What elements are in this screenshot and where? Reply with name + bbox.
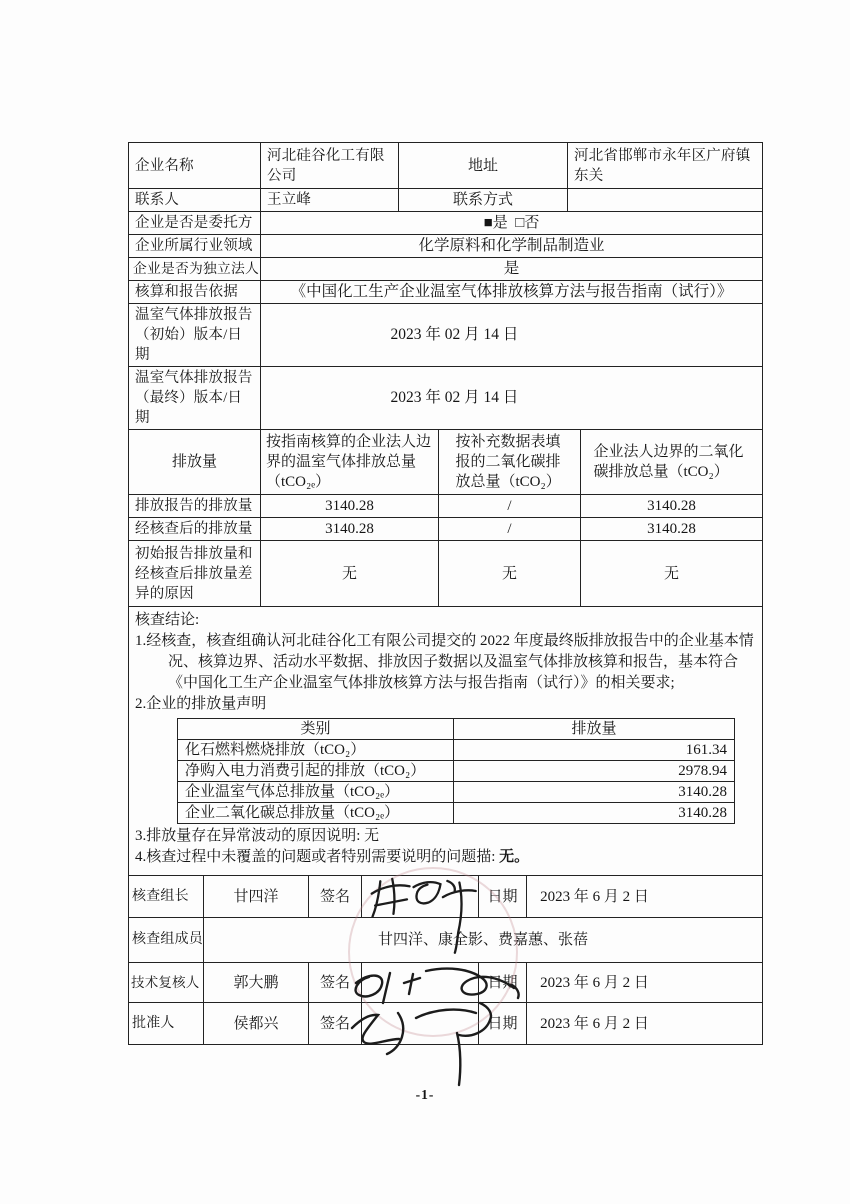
statement-amount: 2978.94 xyxy=(454,761,735,782)
conclusion-item3: 3.排放量存在异常波动的原因说明: 无 xyxy=(135,828,380,844)
reported-emissions-v2: / xyxy=(439,495,581,518)
difference-reason-label: 初始报告排放量和经核查后排放量差异的原因 xyxy=(129,541,261,607)
team-leader-signature-cell xyxy=(362,876,479,918)
approver-signature-cell xyxy=(362,1003,479,1045)
table-row xyxy=(129,235,763,258)
page-number: -1- xyxy=(415,1087,435,1102)
statement-category: 净购入电力消费引起的排放（tCO₂） xyxy=(178,761,454,782)
signature-label: 签名 xyxy=(309,1003,362,1045)
is-client-yes-label: 是 xyxy=(492,215,508,231)
emissions-header-guideline: 按指南核算的企业法人边界的温室气体排放总量（tCO₂ₑ） xyxy=(261,430,439,495)
reporting-basis-label: 核算和报告依据 xyxy=(129,281,261,304)
difference-reason-v3: 无 xyxy=(581,541,763,607)
checkbox-checked-icon: ■ xyxy=(483,215,493,231)
approver-date: 2023 年 6 月 2 日 xyxy=(527,1003,763,1045)
difference-reason-v2: 无 xyxy=(439,541,581,607)
contact-method-value xyxy=(568,189,763,212)
team-leader-label: 核查组长 xyxy=(129,876,204,918)
team-leader-name: 甘四洋 xyxy=(204,876,309,918)
signoff-table xyxy=(128,875,763,1045)
conclusion-title: 核查结论: xyxy=(135,612,200,628)
statement-amount: 161.34 xyxy=(454,740,735,761)
statement-category-header: 类别 xyxy=(178,719,454,740)
emissions-header-label: 排放量 xyxy=(129,430,261,495)
table-row xyxy=(129,367,763,430)
company-name-value: 河北硅谷化工有限公司 xyxy=(261,143,399,189)
verified-emissions-v1: 3140.28 xyxy=(261,518,439,541)
is-client-value xyxy=(261,212,763,235)
table-row xyxy=(129,212,763,235)
table-row xyxy=(129,918,763,963)
date-label: 日期 xyxy=(479,876,527,918)
conclusion-table xyxy=(128,606,763,876)
approver-label: 批准人 xyxy=(129,1003,204,1045)
table-row xyxy=(129,281,763,304)
emission-statement-table xyxy=(177,718,735,824)
conclusion-item2-title: 2.企业的排放量声明 xyxy=(135,696,267,712)
verified-emissions-v3: 3140.28 xyxy=(581,518,763,541)
verified-emissions-label: 经核查后的排放量 xyxy=(129,518,261,541)
emissions-header-boundary: 企业法人边界的二氧化碳排放总量（tCO₂） xyxy=(581,430,763,495)
signature-label: 签名 xyxy=(309,963,362,1003)
tech-reviewer-date: 2023 年 6 月 2 日 xyxy=(527,963,763,1003)
reported-emissions-v3: 3140.28 xyxy=(581,495,763,518)
emissions-header-row xyxy=(129,430,763,495)
contact-person-label: 联系人 xyxy=(129,189,261,212)
table-row xyxy=(129,607,763,876)
conclusion-cell xyxy=(129,607,763,876)
statement-category: 企业二氧化碳总排放量（tCO₂ₑ） xyxy=(178,803,454,824)
reported-emissions-label: 排放报告的排放量 xyxy=(129,495,261,518)
signature-label: 签名 xyxy=(309,876,362,918)
table-row xyxy=(129,495,763,518)
team-members-value: 甘四洋、康全影、费嘉蕙、张蓓 xyxy=(204,918,763,963)
team-leader-date: 2023 年 6 月 2 日 xyxy=(527,876,763,918)
date-label: 日期 xyxy=(479,963,527,1003)
statement-amount-header: 排放量 xyxy=(454,719,735,740)
statement-row xyxy=(178,761,735,782)
statement-amount: 3140.28 xyxy=(454,803,735,824)
tech-reviewer-label: 技术复核人 xyxy=(129,963,204,1003)
statement-header-row xyxy=(178,719,735,740)
team-members-label: 核查组成员 xyxy=(129,918,204,963)
company-name-label: 企业名称 xyxy=(129,143,261,189)
emissions-table xyxy=(128,429,763,607)
contact-person-value: 王立峰 xyxy=(261,189,399,212)
reporting-basis-value: 《中国化工生产企业温室气体排放核算方法与报告指南（试行）》 xyxy=(261,281,763,304)
contact-method-label: 联系方式 xyxy=(399,189,568,212)
statement-row xyxy=(178,803,735,824)
tech-reviewer-signature-cell xyxy=(362,963,479,1003)
industry-value: 化学原料和化学制品制造业 xyxy=(261,235,763,258)
statement-category: 化石燃料燃烧排放（tCO₂） xyxy=(178,740,454,761)
emissions-header-supplementary: 按补充数据表填报的二氧化碳排放总量（tCO₂） xyxy=(439,430,581,495)
independent-entity-value: 是 xyxy=(261,258,763,281)
table-row xyxy=(129,518,763,541)
is-client-label: 企业是否是委托方 xyxy=(129,212,261,235)
address-label: 地址 xyxy=(399,143,568,189)
address-value: 河北省邯郸市永年区广府镇东关 xyxy=(568,143,763,189)
statement-amount: 3140.28 xyxy=(454,782,735,803)
statement-category: 企业温室气体总排放量（tCO₂ₑ） xyxy=(178,782,454,803)
signoff-section xyxy=(128,875,762,1045)
checkbox-unchecked-icon: □ xyxy=(515,215,525,231)
final-report-label: 温室气体排放报告（最终）版本/日期 xyxy=(129,367,261,430)
statement-row xyxy=(178,740,735,761)
is-client-no-label: 否 xyxy=(524,215,540,231)
company-info-table xyxy=(128,142,763,430)
table-row xyxy=(129,189,763,212)
table-row xyxy=(129,541,763,607)
table-row xyxy=(129,876,763,918)
initial-report-label: 温室气体排放报告（初始）版本/日期 xyxy=(129,304,261,367)
reported-emissions-v1: 3140.28 xyxy=(261,495,439,518)
independent-entity-label: 企业是否为独立法人 xyxy=(129,258,261,281)
verified-emissions-v2: / xyxy=(439,518,581,541)
statement-row xyxy=(178,782,735,803)
date-label: 日期 xyxy=(479,1003,527,1045)
tech-reviewer-name: 郭大鹏 xyxy=(204,963,309,1003)
initial-report-date: 2023 年 02 月 14 日 xyxy=(261,304,763,367)
table-row xyxy=(129,963,763,1003)
table-row xyxy=(129,1003,763,1045)
final-report-date: 2023 年 02 月 14 日 xyxy=(261,367,763,430)
verification-report-table xyxy=(128,142,762,1045)
approver-name: 侯都兴 xyxy=(204,1003,309,1045)
difference-reason-v1: 无 xyxy=(261,541,439,607)
conclusion-item1: 1.经核查，核查组确认河北硅谷化工有限公司提交的 2022 年度最终版排放报告中的企业基本情况、核算边界、活动水平数据、排放因子数据以及温室气体排放核算和报告，基本符合《中国化工生产企业温室气体排放核算方法与报告指南（试行）》的相关要求; xyxy=(135,633,754,691)
conclusion-item4-answer: 无。 xyxy=(499,849,530,865)
table-row xyxy=(129,258,763,281)
industry-label: 企业所属行业领域 xyxy=(129,235,261,258)
table-row xyxy=(129,304,763,367)
conclusion-item4: 4.核查过程中未覆盖的问题或者特别需要说明的问题描: 无。 xyxy=(135,849,530,865)
table-row xyxy=(129,143,763,189)
